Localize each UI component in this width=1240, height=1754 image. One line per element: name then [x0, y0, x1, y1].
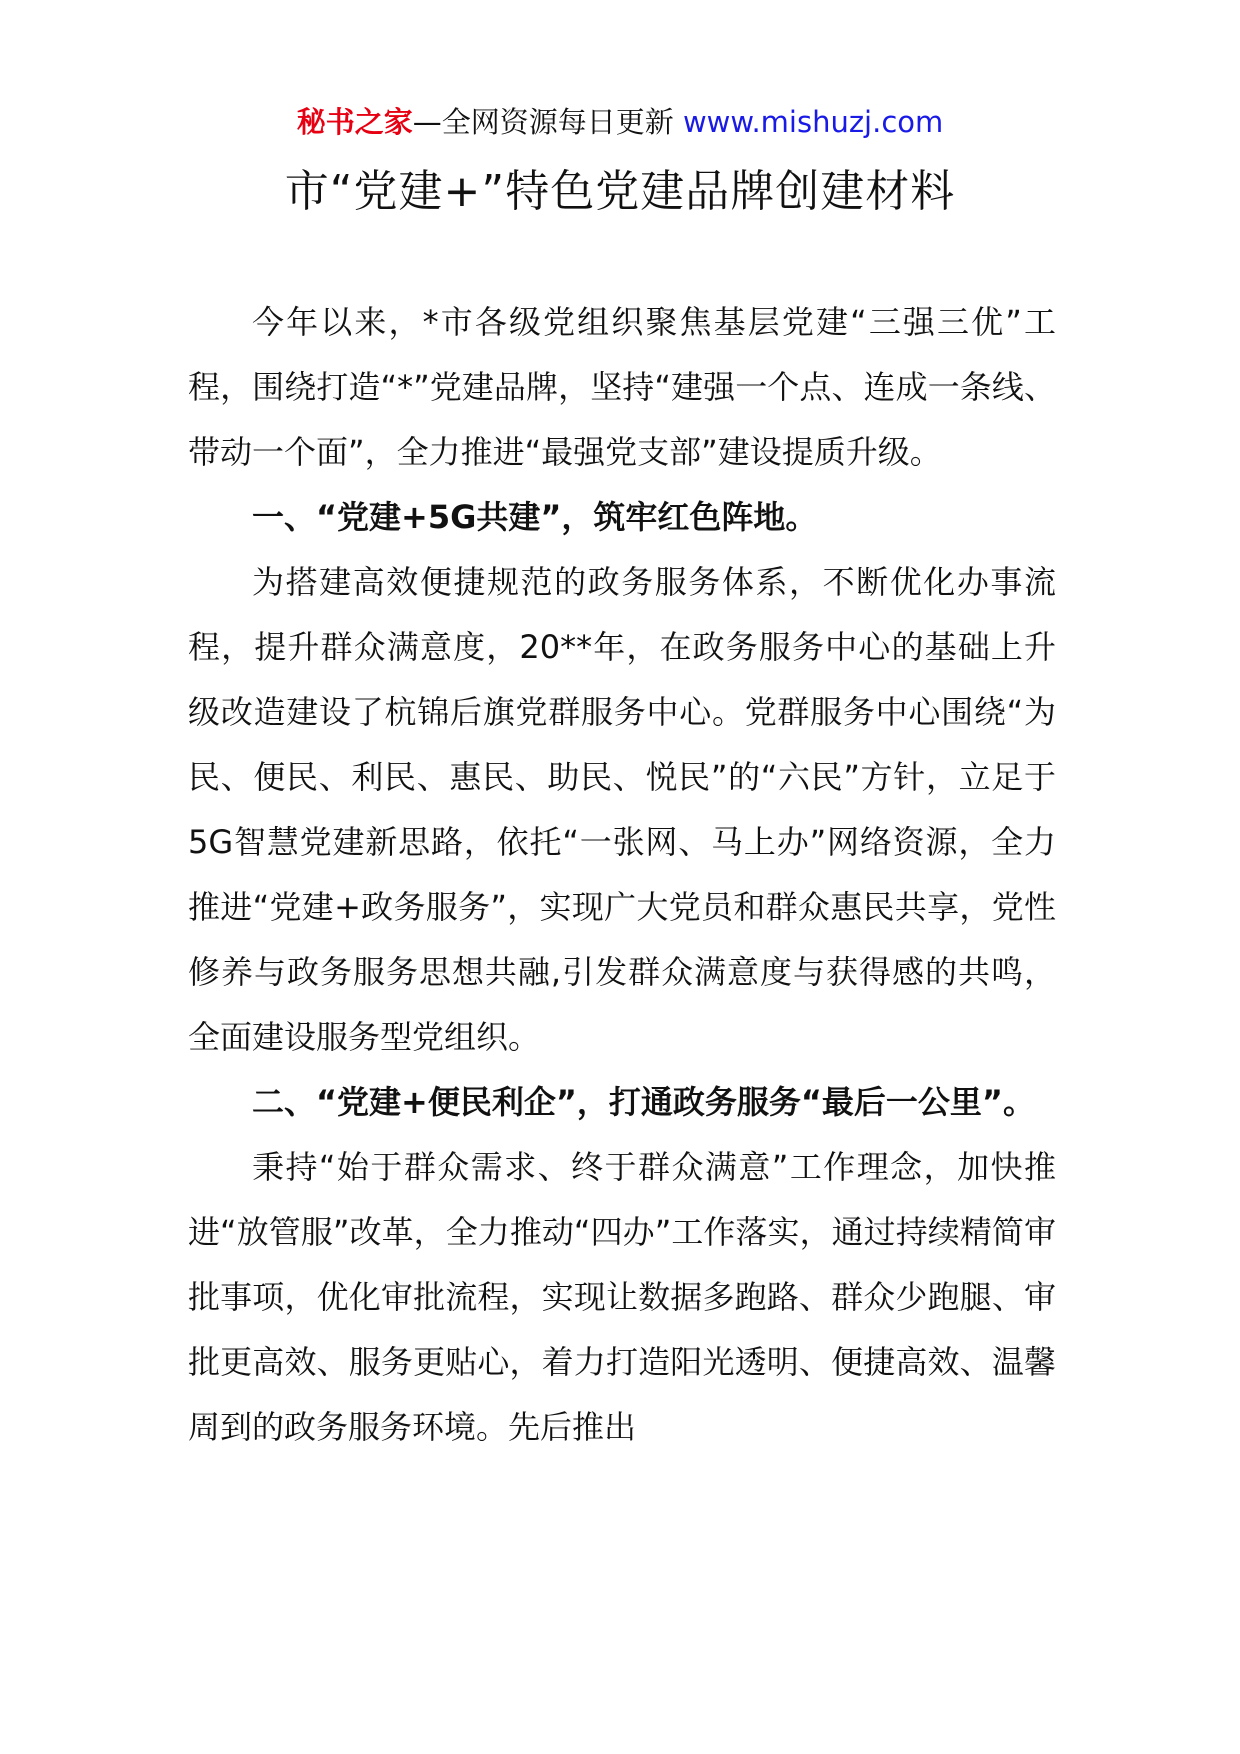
document-body	[188, 290, 1056, 1460]
brand-name: 秘书之家	[296, 105, 413, 139]
header-tagline: —全网资源每日更新	[412, 105, 683, 139]
website-link[interactable]: www.mishuzj.com	[682, 105, 944, 139]
document-title: 市“党建+”特色党建品牌创建材料	[284, 166, 956, 217]
section-heading-1: 一、“党建+5G共建”，筑牢红色阵地。	[252, 498, 818, 536]
section-paragraph-1: 为搭建高效便捷规范的政务服务体系，不断优化办事流程，提升群众满意度，20**年，在政务服务中心的基础上升级改造建设了杭锦后旗党群服务中心。党群服务中心围绕“为民、便民、利民、惠民、助民、悦民”的“六民”方针，立足于5G智慧党建新思路，依托“一张网、马上办”网络资源，全力推进“党建+政务服务”，实现广大党员和群众惠民共享，党性修养与政务服务思想共融,引发群众满意度与获得感的共鸣，全面建设服务型党组织。	[188, 563, 1056, 1056]
header-banner	[0, 102, 1240, 142]
section-paragraph-2: 秉持“始于群众需求、终于群众满意”工作理念，加快推进“放管服”改革，全力推动“四办”工作落实，通过持续精简审批事项，优化审批流程，实现让数据多跑路、群众少跑腿、审批更高效、服务更贴心，着力打造阳光透明、便捷高效、温馨周到的政务服务环境。先后推出	[188, 1148, 1056, 1446]
section-heading-2: 二、“党建+便民利企”，打通政务服务“最后一公里”。	[252, 1083, 1035, 1121]
intro-paragraph: 今年以来，*市各级党组织聚焦基层党建“三强三优”工程，围绕打造“*”党建品牌，坚持“建强一个点、连成一条线、带动一个面”，全力推进“最强党支部”建设提质升级。	[188, 303, 1056, 471]
